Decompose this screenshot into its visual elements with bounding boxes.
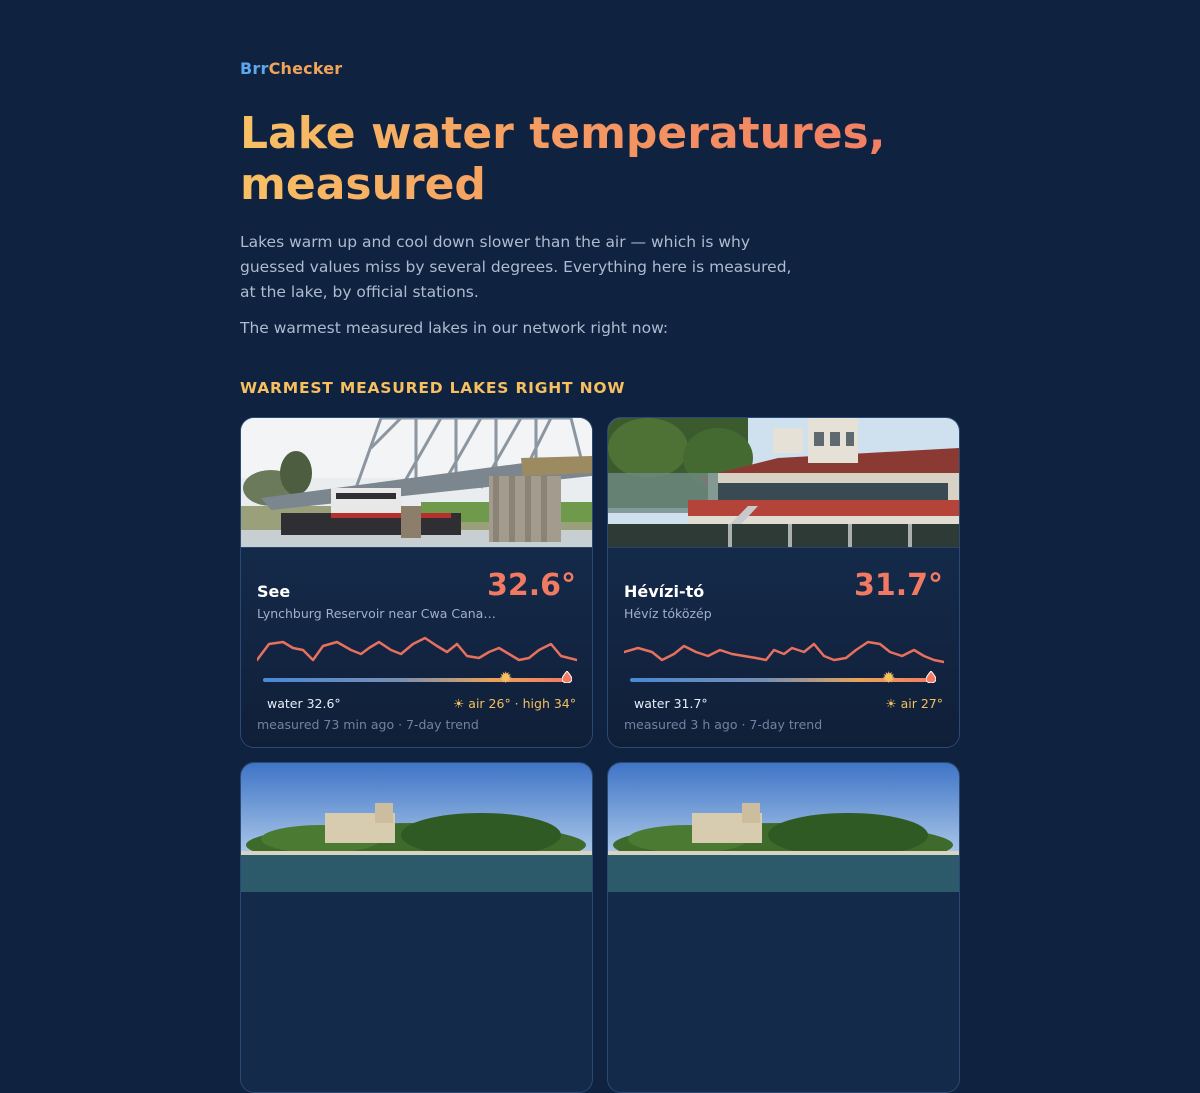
trend-sparkline — [257, 630, 577, 670]
water-temperature: 31.7° — [853, 568, 943, 603]
station-name: Lynchburg Reservoir near Cwa Cana… — [257, 606, 496, 621]
lake-photo — [608, 418, 959, 547]
lake-card-body — [608, 547, 959, 748]
lake-card-body — [241, 547, 592, 748]
water-temperature: 32.6° — [486, 568, 576, 603]
lake-photo — [241, 763, 592, 892]
drop-icon — [926, 671, 936, 683]
temperature-gauge — [263, 668, 569, 687]
air-label: ☀ air 26° · high 34° — [453, 696, 576, 711]
lake-photo — [241, 418, 592, 547]
gauge-track — [263, 678, 569, 682]
lake-card[interactable] — [607, 762, 960, 1093]
measured-meta: measured 73 min ago · 7-day trend — [257, 717, 479, 732]
brand-part-2: Checker — [268, 59, 343, 78]
water-label: water 32.6° — [267, 696, 341, 711]
measured-meta: measured 3 h ago · 7-day trend — [624, 717, 823, 732]
temperature-gauge — [630, 668, 936, 687]
section-title: WARMEST MEASURED LAKES RIGHT NOW — [240, 379, 626, 397]
lake-card[interactable] — [240, 762, 593, 1093]
lake-card-see[interactable] — [240, 417, 593, 748]
intro-text: Lakes warm up and cool down slower than the air — which is why guessed values miss by several degrees. Everything here is measured, at the lake, by official stations. — [240, 233, 792, 301]
sun-icon: ✹ — [499, 668, 513, 687]
lake-card-heviz[interactable] — [607, 417, 960, 748]
lake-photo — [608, 763, 959, 892]
water-label: water 31.7° — [634, 696, 708, 711]
brand-part-1: Brr — [240, 59, 269, 78]
brand-logo[interactable] — [240, 59, 342, 78]
lake-name: See — [257, 582, 291, 601]
air-label: ☀ air 27° — [885, 696, 943, 711]
sun-icon: ✹ — [882, 668, 896, 687]
page-title: Lake water temperatures, measured — [240, 108, 940, 210]
lake-name: Hévízi-tó — [624, 582, 705, 601]
station-name: Hévíz tóközép — [624, 606, 712, 621]
intro-lead: The warmest measured lakes in our network right now: — [240, 319, 669, 337]
drop-icon — [562, 671, 572, 683]
trend-sparkline — [624, 630, 944, 670]
